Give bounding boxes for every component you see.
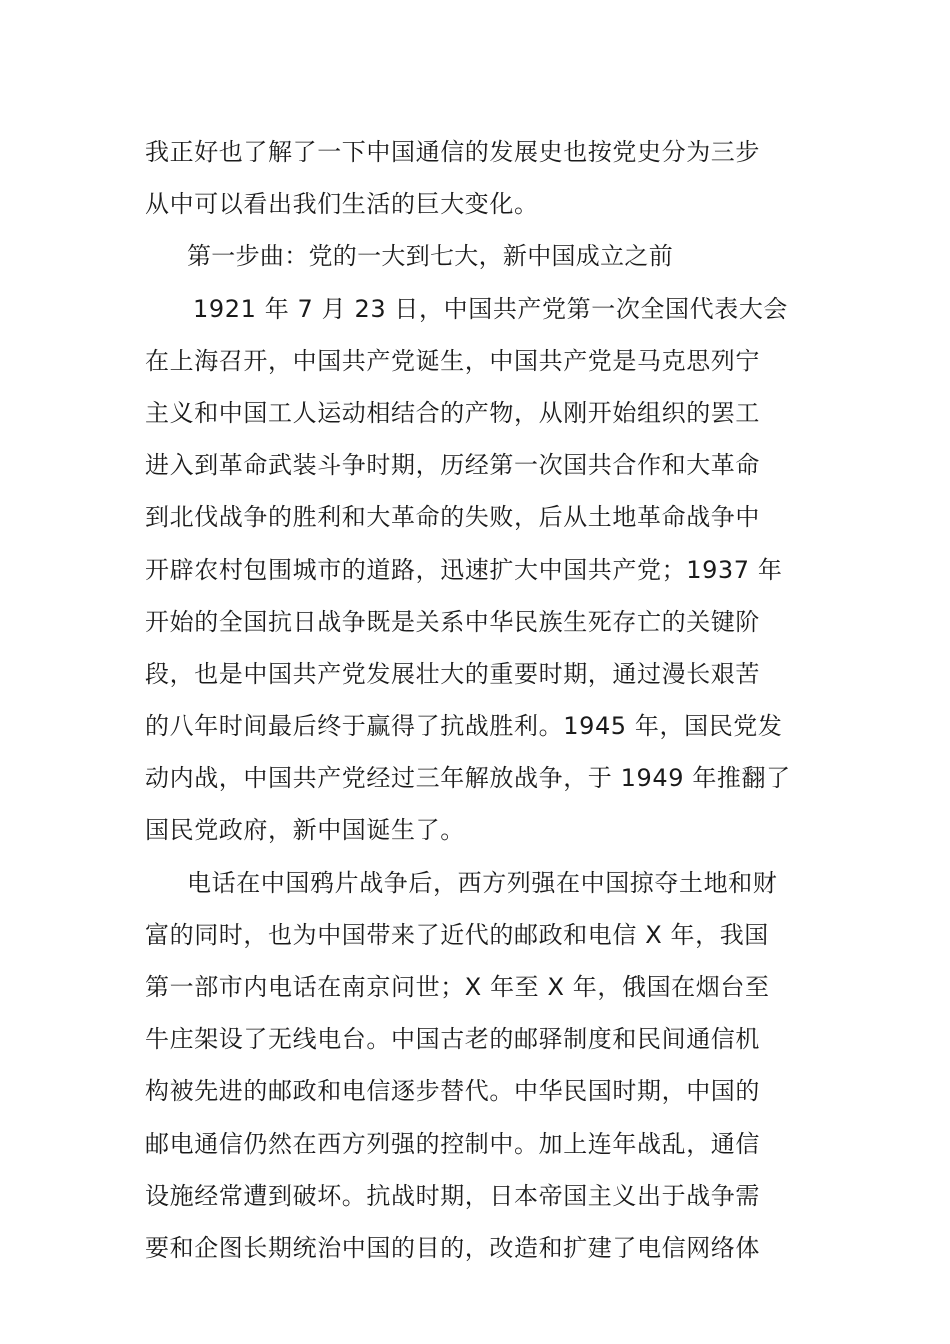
text-line: 进入到革命武装斗争时期，历经第一次国共合作和大革命	[145, 451, 760, 480]
text-line: 开辟农村包围城市的道路，迅速扩大中国共产党；1937 年	[145, 555, 783, 584]
paragraph-telecom-history	[145, 857, 815, 1275]
paragraph-intro	[145, 126, 815, 230]
text-line: 在上海召开，中国共产党诞生，中国共产党是马克思列宁	[145, 346, 760, 375]
text-line: 1921 年 7 月 23 日，中国共产党第一次全国代表大会	[193, 294, 789, 323]
text-line: 国民党政府，新中国诞生了。	[145, 816, 465, 845]
text-line: 的八年时间最后终于赢得了抗战胜利。1945 年，国民党发	[145, 712, 783, 741]
text-line: 富的同时，也为中国带来了近代的邮政和电信 X 年，我国	[145, 920, 769, 949]
text-line: 牛庄架设了无线电台。中国古老的邮驿制度和民间通信机	[145, 1025, 760, 1054]
text-line: 要和企图长期统治中国的目的，改造和扩建了电信网络体	[145, 1233, 760, 1262]
text-line: 开始的全国抗日战争既是关系中华民族生死存亡的关键阶	[145, 607, 760, 636]
text-line: 我正好也了解了一下中国通信的发展史也按党史分为三步	[145, 138, 760, 166]
paragraph-party-history	[145, 283, 815, 857]
text-line: 第一部市内电话在南京问世；X 年至 X 年，俄国在烟台至	[145, 973, 770, 1001]
section-heading	[145, 230, 815, 282]
text-line: 到北伐战争的胜利和大革命的失败，后从土地革命战争中	[145, 503, 760, 532]
text-line: 设施经常遭到破坏。抗战时期，日本帝国主义出于战争需	[145, 1181, 760, 1210]
text-line: 构被先进的邮政和电信逐步替代。中华民国时期，中国的	[145, 1077, 760, 1106]
text-line: 电话在中国鸦片战争后，西方列强在中国掠夺土地和财	[187, 868, 778, 897]
heading-line: 第一步曲：党的一大到七大，新中国成立之前	[187, 242, 673, 271]
text-line: 动内战，中国共产党经过三年解放战争，于 1949 年推翻了	[145, 764, 791, 793]
text-line: 段，也是中国共产党发展壮大的重要时期，通过漫长艰苦	[145, 659, 760, 688]
text-line: 主义和中国工人运动相结合的产物，从刚开始组织的罢工	[145, 398, 760, 427]
text-body	[145, 126, 815, 1274]
text-line: 从中可以看出我们生活的巨大变化。	[145, 190, 539, 219]
text-line: 邮电通信仍然在西方列强的控制中。加上连年战乱，通信	[145, 1129, 760, 1158]
